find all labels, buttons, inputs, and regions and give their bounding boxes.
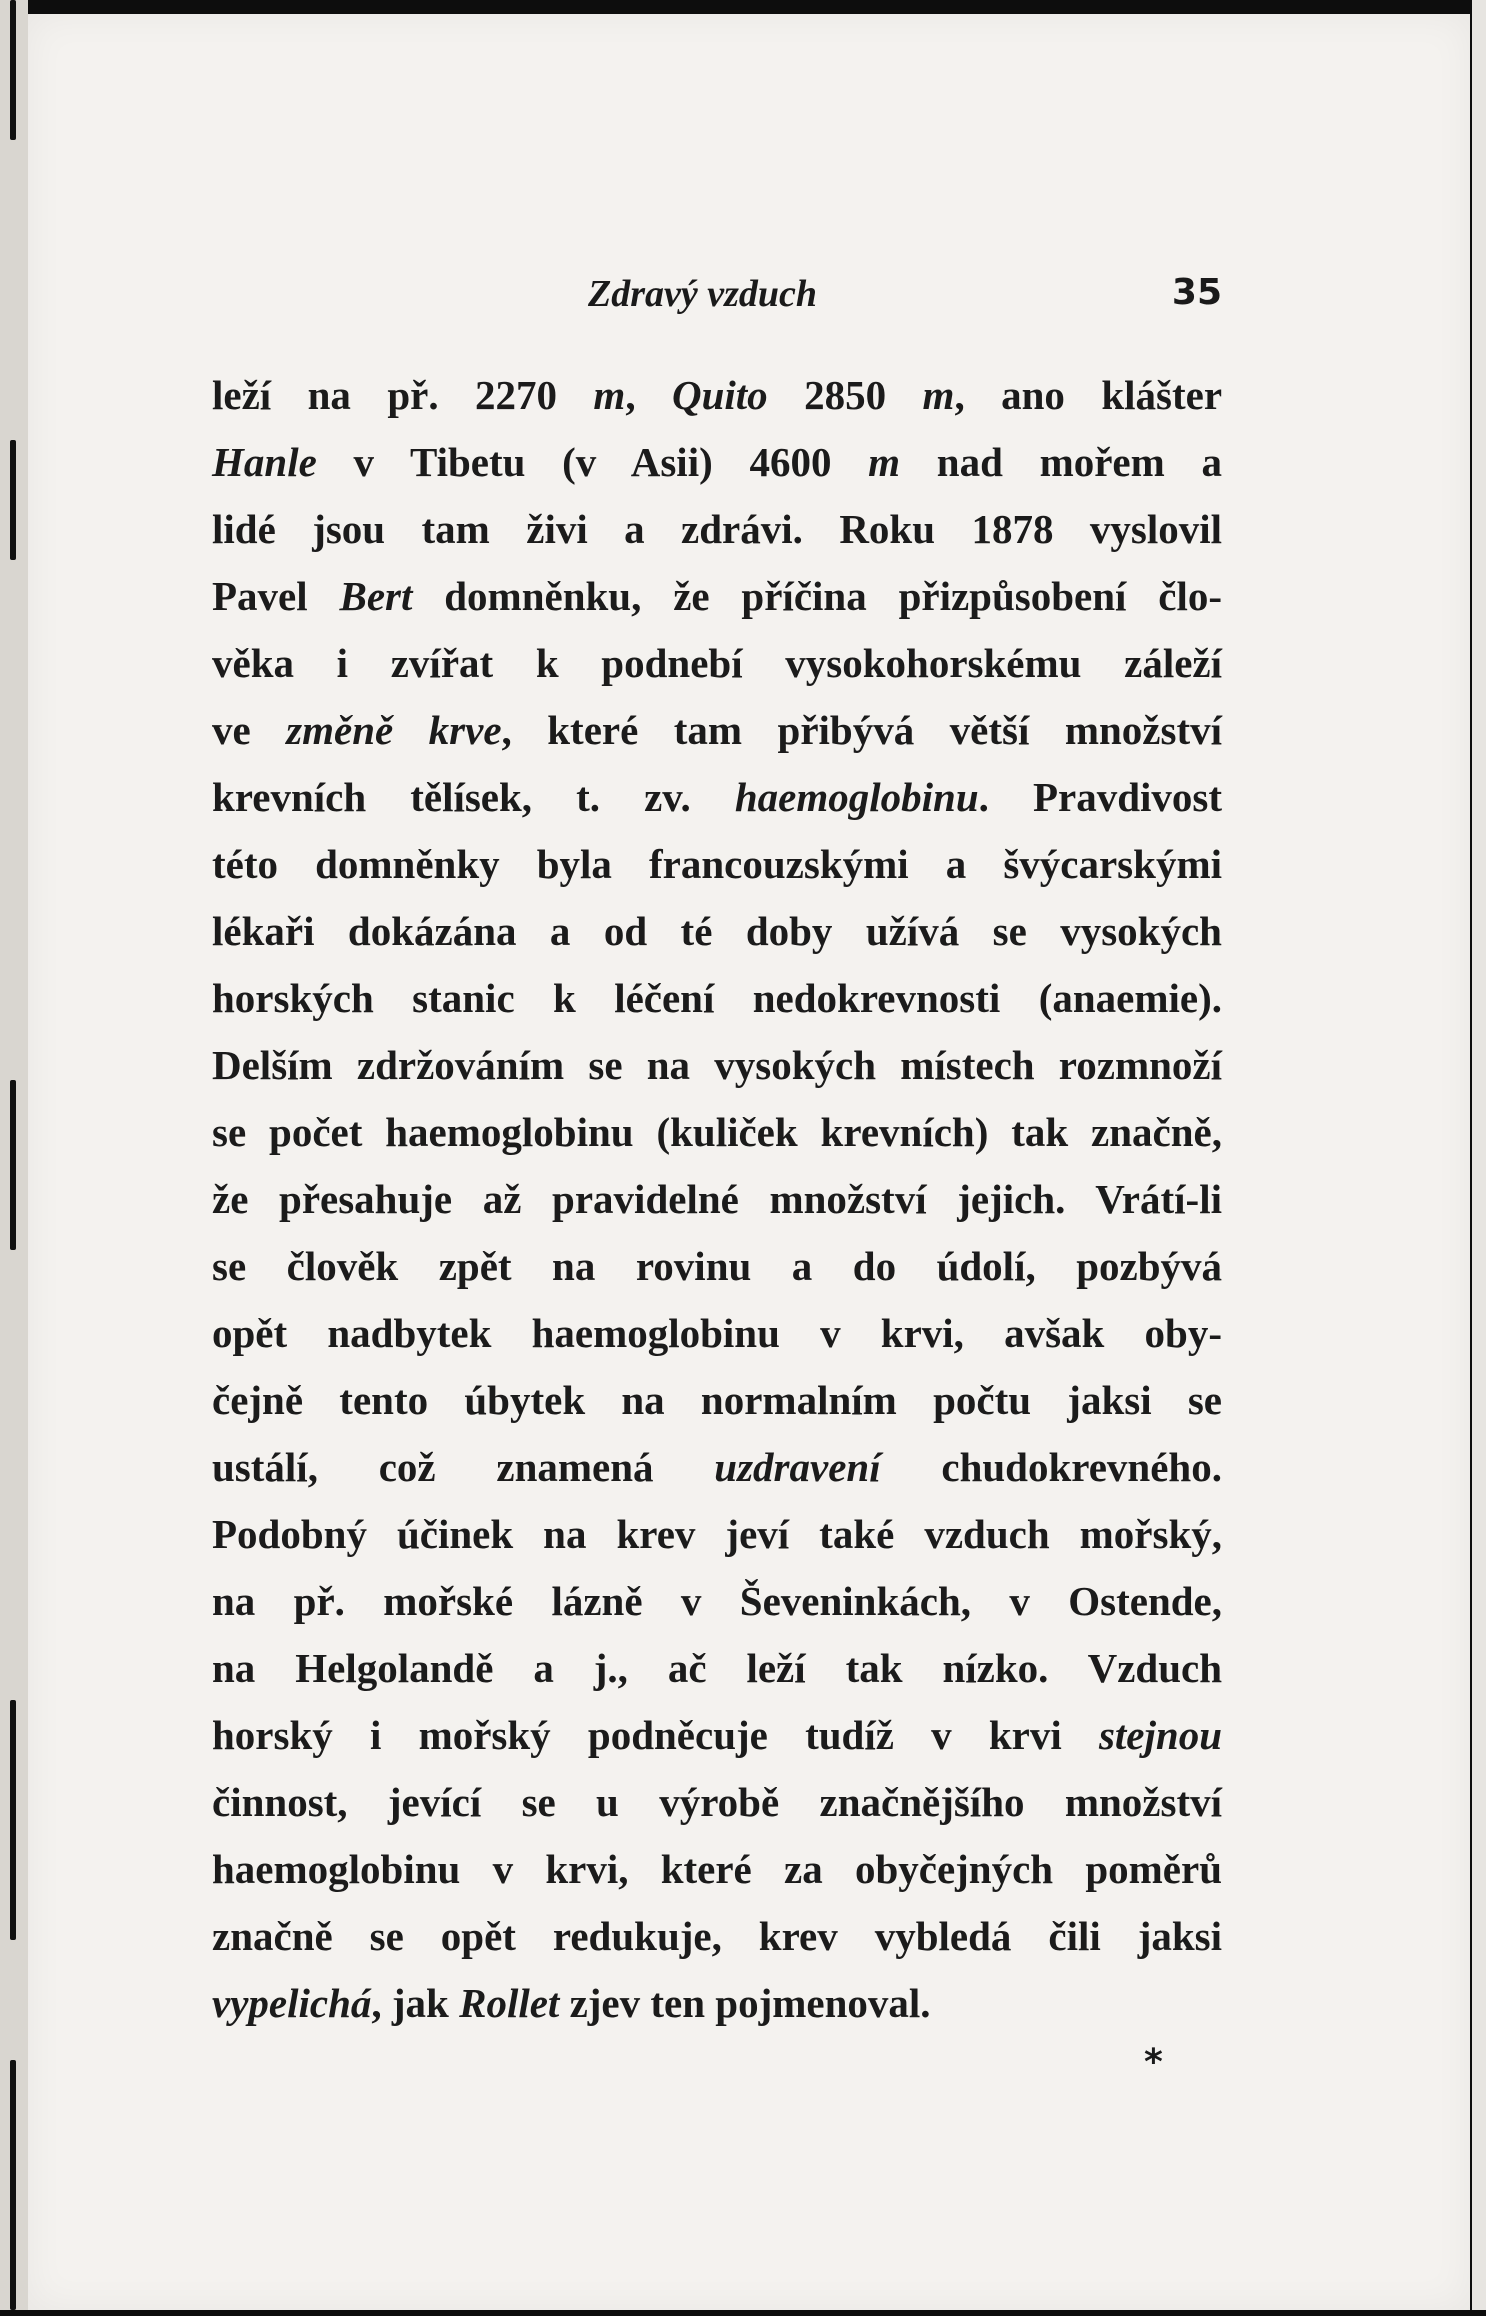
text-line xyxy=(212,496,1222,563)
text-segment: horský i mořský podněcuje tudíž v krvi xyxy=(212,1712,1099,1758)
text-line xyxy=(212,697,1222,764)
left-binding-edge xyxy=(0,0,28,2316)
text-line xyxy=(212,831,1222,898)
text-segment: v Tibetu (v Asii) 4600 xyxy=(316,439,869,485)
italic-segment: m xyxy=(868,439,901,485)
text-segment: této domněnky byla francouzskými a švýcarskými xyxy=(212,841,1222,887)
text-line xyxy=(212,1702,1222,1769)
binding-mark xyxy=(10,1700,16,1940)
text-line xyxy=(212,1300,1222,1367)
page-number: 35 xyxy=(1171,272,1222,313)
italic-segment: stejnou xyxy=(1098,1712,1222,1758)
header-title: Zdravý vzduch xyxy=(588,273,818,315)
right-page-edge xyxy=(1472,0,1486,2316)
text-segment: na př. mořské lázně v Ševeninkách, v Ostende, xyxy=(212,1578,1222,1624)
text-segment: , ano klášter xyxy=(954,372,1223,418)
text-line xyxy=(212,1970,1222,2037)
text-line xyxy=(212,1166,1222,1233)
text-line xyxy=(212,1032,1222,1099)
text-line xyxy=(212,563,1222,630)
text-line xyxy=(212,1568,1222,1635)
text-line xyxy=(212,1836,1222,1903)
italic-segment: Bert xyxy=(339,573,413,619)
text-segment: , jak xyxy=(371,1980,460,2026)
italic-segment: Rollet xyxy=(459,1980,560,2026)
text-line xyxy=(212,965,1222,1032)
text-segment: krevních tělísek, t. zv. xyxy=(212,774,735,820)
text-line xyxy=(212,1635,1222,1702)
text-segment: že přesahuje až pravidelné množství jejich. Vrátí-li xyxy=(212,1176,1222,1222)
text-line xyxy=(212,630,1222,697)
text-segment: domněnku, že příčina přizpůsobení člo- xyxy=(412,573,1222,619)
text-line xyxy=(212,429,1222,496)
text-segment: Delším zdržováním se na vysokých místech rozmnoží xyxy=(212,1042,1222,1088)
text-segment: věka i zvířat k podnebí vysokohorskému záleží xyxy=(212,640,1222,686)
text-segment: činnost, jevící se u výrobě značnějšího množství xyxy=(212,1779,1222,1825)
binding-mark xyxy=(10,1080,16,1250)
text-segment: čejně tento úbytek na normalním počtu jaksi se xyxy=(212,1377,1222,1423)
italic-segment: m xyxy=(922,372,955,418)
text-segment: značně se opět redukuje, krev vybledá čili jaksi xyxy=(212,1913,1222,1959)
text-segment: se počet haemoglobinu (kuliček krevních) tak značně, xyxy=(212,1109,1222,1155)
italic-segment: Quito xyxy=(671,372,768,418)
text-segment: horských stanic k léčení nedokrevnosti (anaemie). xyxy=(212,975,1222,1021)
text-segment: chudokrevného. xyxy=(880,1444,1222,1490)
text-segment: , které tam přibývá větší množství xyxy=(501,707,1222,753)
text-line xyxy=(212,1099,1222,1166)
text-line xyxy=(212,1769,1222,1836)
italic-segment: Hanle xyxy=(212,439,317,485)
text-segment: 2850 xyxy=(767,372,923,418)
binding-mark xyxy=(10,2060,16,2310)
text-line xyxy=(212,764,1222,831)
bottom-scan-edge xyxy=(0,2310,1486,2316)
text-segment: opět nadbytek haemoglobinu v krvi, avšak oby- xyxy=(212,1310,1222,1356)
text-segment: se člověk zpět na rovinu a do údolí, pozbývá xyxy=(212,1243,1222,1289)
italic-segment: uzdravení xyxy=(714,1444,881,1490)
italic-segment: změně krve xyxy=(286,707,502,753)
binding-mark xyxy=(10,440,16,560)
text-segment: , xyxy=(625,372,672,418)
text-line xyxy=(212,1367,1222,1434)
binding-mark xyxy=(10,0,16,140)
text-line xyxy=(212,1434,1222,1501)
text-line xyxy=(212,1233,1222,1300)
text-segment: Pavel xyxy=(212,573,340,619)
text-segment: Podobný účinek na krev jeví také vzduch mořský, xyxy=(212,1511,1222,1557)
text-line xyxy=(212,1501,1222,1568)
running-header xyxy=(28,272,1470,322)
text-segment: lidé jsou tam živi a zdrávi. Roku 1878 vyslovil xyxy=(212,506,1222,552)
text-segment: . Pravdivost xyxy=(978,774,1223,820)
body-text xyxy=(212,362,1222,2037)
text-segment: nad mořem a xyxy=(900,439,1222,485)
text-segment: lékaři dokázána a od té doby užívá se vysokých xyxy=(212,908,1222,954)
text-segment: leží na př. 2270 xyxy=(212,372,594,418)
text-segment: na Helgolandě a j., ač leží tak nízko. Vzduch xyxy=(212,1645,1222,1691)
text-segment: haemoglobinu v krvi, které za obyčejných poměrů xyxy=(212,1846,1222,1892)
text-segment: ve xyxy=(212,707,287,753)
footnote-asterisk: * xyxy=(1144,2042,1163,2083)
text-segment: zjev ten pojmenoval. xyxy=(559,1980,931,2026)
book-page xyxy=(28,14,1470,2310)
text-line xyxy=(212,898,1222,965)
italic-segment: m xyxy=(593,372,626,418)
text-line xyxy=(212,362,1222,429)
text-line xyxy=(212,1903,1222,1970)
text-segment: ustálí, což znamená xyxy=(212,1444,715,1490)
italic-segment: vypelichá xyxy=(212,1980,372,2026)
italic-segment: haemoglobinu xyxy=(734,774,979,820)
